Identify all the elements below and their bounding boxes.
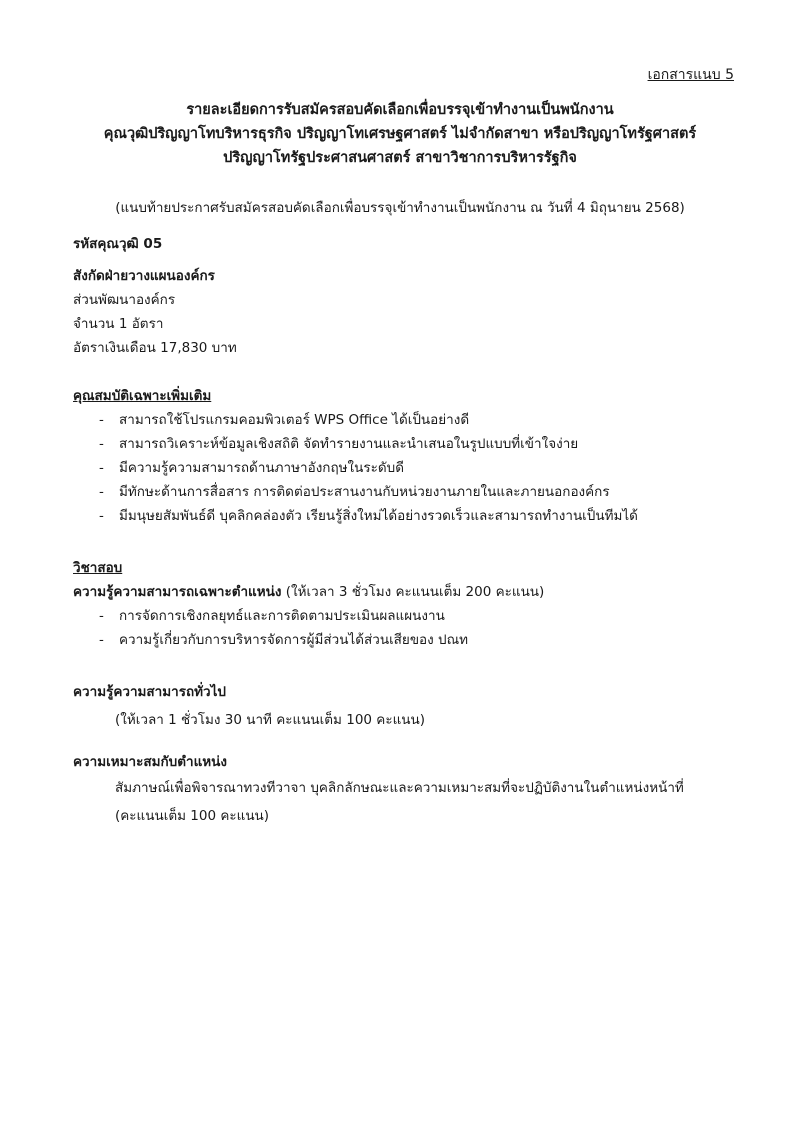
specific-exam-detail: (ให้เวลา 3 ชั่วโมง คะแนนเต็ม 200 คะแนน) xyxy=(281,584,545,600)
list-item: - สามารถใช้โปรแกรมคอมพิวเตอร์ WPS Office ได้เป็นอย่างดี xyxy=(99,412,470,428)
general-exam-title: ความรู้ความสามารถทั่วไป xyxy=(73,684,226,700)
exam-section xyxy=(73,556,753,652)
general-exam-section xyxy=(73,680,753,732)
specific-exam-heading xyxy=(73,580,753,604)
specific-exam-title: ความรู้ความสามารถเฉพาะตำแหน่ง xyxy=(73,584,282,600)
header-line-1: รายละเอียดการรับสมัครสอบคัดเลือกเพื่อบรรจุเข้าทำงานเป็นพนักงาน xyxy=(186,102,614,118)
specific-exam-list xyxy=(73,604,753,652)
qualification-code: รหัสคุณวุฒิ 05 xyxy=(73,236,163,252)
list-item: - มีมนุษยสัมพันธ์ดี บุคลิกคล่องตัว เรียนรู้สิ่งใหม่ได้อย่างรวดเร็วและสามารถทำงานเป็นทีมได้ xyxy=(99,508,638,524)
suitability-title: ความเหมาะสมกับตำแหน่ง xyxy=(73,754,227,770)
list-item: - การจัดการเชิงกลยุทธ์และการติดตามประเมินผลแผนงาน xyxy=(99,608,445,624)
suitability-detail: สัมภาษณ์เพื่อพิจารณาทวงทีวาจา บุคลิกลักษณะและความเหมาะสมที่จะปฏิบัติงานในตำแหน่งหน้าที่ xyxy=(115,780,684,796)
list-item: - ความรู้เกี่ยวกับการบริหารจัดการผู้มีส่วนได้ส่วนเสียของ ปณท xyxy=(99,632,469,648)
department-title: สังกัดฝ่ายวางแผนองค์กร xyxy=(73,268,215,284)
list-item: - มีความรู้ความสามารถด้านภาษาอังกฤษในระดับดี xyxy=(99,460,404,476)
extra-qualifications-list xyxy=(73,408,753,528)
list-item: - สามารถวิเคราะห์ข้อมูลเชิงสถิติ จัดทำรายงานและนำเสนอในรูปแบบที่เข้าใจง่าย xyxy=(99,436,579,452)
exam-title: วิชาสอบ xyxy=(73,560,123,576)
header-line-3: ปริญญาโทรัฐประศาสนศาสตร์ สาขาวิชาการบริหารรัฐกิจ xyxy=(223,150,577,166)
attachment-label: เอกสารแนบ 5 xyxy=(647,67,734,83)
announcement-note: (แนบท้ายประกาศรับสมัครสอบคัดเลือกเพื่อบรรจุเข้าทำงานเป็นพนักงาน ณ วันที่ 4 มิถุนายน 2568) xyxy=(115,200,685,216)
document-header xyxy=(60,98,740,170)
suitability-section xyxy=(73,750,753,828)
list-item: - มีทักษะด้านการสื่อสาร การติดต่อประสานงานกับหน่วยงานภายในและภายนอกองค์กร xyxy=(99,484,610,500)
extra-qualifications-title: คุณสมบัติเฉพาะเพิ่มเติม xyxy=(73,388,212,404)
header-line-2: คุณวุฒิปริญญาโทบริหารธุรกิจ ปริญญาโทเศรษฐศาสตร์ ไม่จำกัดสาขา หรือปริญญาโทรัฐศาสตร์ xyxy=(103,126,697,142)
suitability-score: (คะแนนเต็ม 100 คะแนน) xyxy=(115,808,270,824)
department-section xyxy=(73,264,753,360)
extra-qualifications-section xyxy=(73,384,753,528)
general-exam-detail: (ให้เวลา 1 ชั่วโมง 30 นาที คะแนนเต็ม 100 คะแนน) xyxy=(115,712,425,728)
position-count: จำนวน 1 อัตรา xyxy=(73,316,164,332)
salary-rate: อัตราเงินเดือน 17,830 บาท xyxy=(73,340,237,356)
division-name: ส่วนพัฒนาองค์กร xyxy=(73,292,176,308)
